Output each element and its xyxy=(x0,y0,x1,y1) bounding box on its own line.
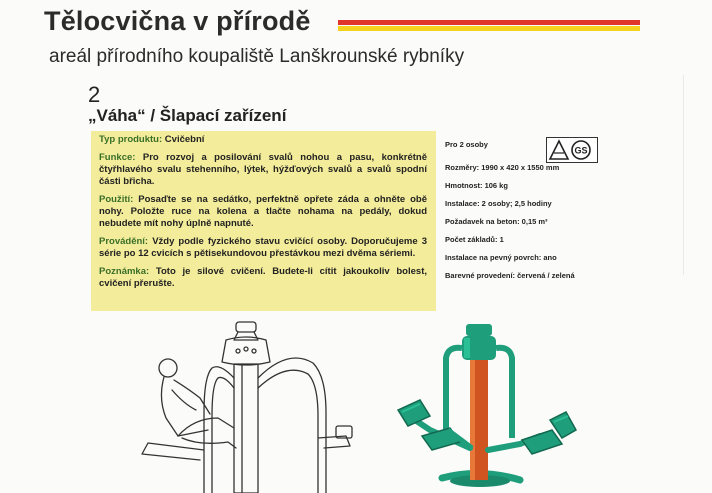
page-title: Tělocvična v přírodě xyxy=(44,6,311,36)
line-drawing-figure-icon xyxy=(138,318,358,493)
spec-instalace: Instalace: 2 osoby; 2,5 hodiny xyxy=(445,199,552,208)
info-funkce-value: Pro rozvoj a posilování svalů nohou a pasu, konkrétně čtyřhlavého svalu stehenního, lýtek, hýžďových svalů a svalů spodní části břicha. xyxy=(99,152,428,187)
accent-bar-yellow xyxy=(338,26,640,31)
product-name: „Váha“ / Šlapací zařízení xyxy=(88,106,287,125)
info-poznamka-value: Toto je silové cvičení. Budete-li cítit jakoukoliv bolest, cvičení přerušte. xyxy=(99,266,427,289)
info-provadeni-value: Vždy podle fyzického stavu cvičící osoby. Doporučujeme 3 série po 12 cvicích s pětisekundovou přestávkou mezi dvěma sériemi. xyxy=(99,236,427,259)
spec-beton: Požadavek na beton: 0,15 m³ xyxy=(445,217,548,226)
info-pouziti-label: Použití: xyxy=(99,194,134,205)
product-number: 2 xyxy=(88,82,101,107)
info-poznamka-label: Poznámka: xyxy=(99,266,150,277)
decorative-divider xyxy=(683,75,684,275)
title-accent-bar xyxy=(338,20,640,36)
info-pouziti xyxy=(99,194,427,230)
spec-hmotnost: Hmotnost: 106 kg xyxy=(445,181,508,190)
spec-povrch: Instalace na pevný povrch: ano xyxy=(445,253,557,262)
gs-mark-text: GS xyxy=(574,145,588,156)
equipment-photo-icon xyxy=(390,318,590,493)
spec-persons: Pro 2 osoby xyxy=(445,140,488,149)
spec-barevne: Barevné provedení: červená / zelená xyxy=(445,271,575,280)
info-typ-value: Cvičební xyxy=(164,134,205,145)
spec-zaklady: Počet základů: 1 xyxy=(445,235,504,244)
info-typ xyxy=(99,134,427,146)
spec-rozmery: Rozměry: 1990 x 420 x 1550 mm xyxy=(445,163,560,172)
info-pouziti-value: Posaďte se na sedátko, perfektně opřete záda a ohněte obě nohy. Položte ruce na kolena a tlačte nohama na pedály, dokud nebudete mít nohy úplně napnuté. xyxy=(99,194,427,229)
info-poznamka xyxy=(99,266,427,290)
info-provadeni xyxy=(99,236,427,260)
info-funkce xyxy=(99,152,427,188)
info-provadeni-label: Provádění: xyxy=(99,236,149,247)
info-funkce-label: Funkce: xyxy=(99,152,136,163)
info-typ-label: Typ produktu: xyxy=(99,134,163,145)
page-subtitle: areál přírodního koupaliště Lanškrounské rybníky xyxy=(49,46,465,67)
product-info-box xyxy=(91,131,436,311)
accent-bar-red xyxy=(338,20,640,25)
gs-certification-icon xyxy=(546,137,598,163)
